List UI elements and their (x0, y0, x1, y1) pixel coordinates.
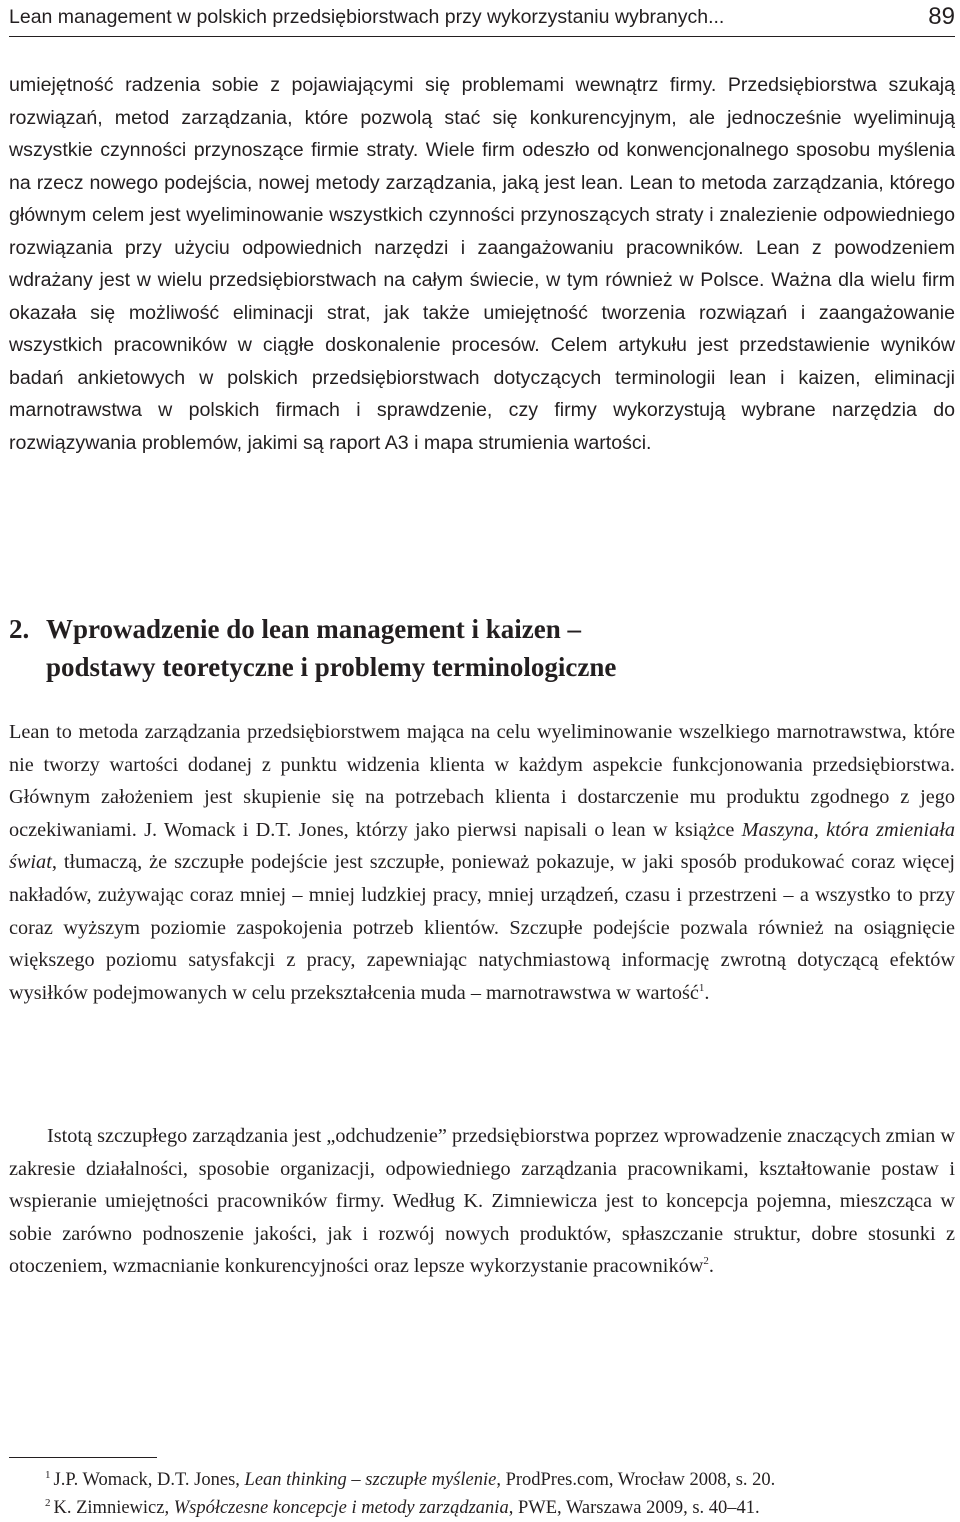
paragraph-lean-definition (9, 716, 955, 1009)
footnote-ref-2[interactable]: 2 (703, 1255, 709, 1268)
footnotes (45, 1466, 955, 1522)
section-number: 2. (9, 614, 30, 644)
section-title-line1: Wprowadzenie do lean management i kaizen – (46, 614, 581, 644)
paragraph-end: . (704, 981, 710, 1004)
intro-paragraph: umiejętność radzenia sobie z pojawiającymi się problemami wewnątrz firmy. Przedsiębiorstwa szukają rozwiązań, metod zarządzania, które pozwolą stać się konkurencyjnym, ale jednocześnie wyeliminują wszystkie czynności przynoszące firmie straty. Wiele firm odeszło od konwencjonalnego sposobu myślenia na rzecz nowego podejścia, nowej metody zarządzania, jaką jest lean. Lean to metoda zarządzania, którego głównym celem jest wyeliminowanie wszystkich czynności przynoszących straty i znalezienie odpowiedniego rozwiązania przy użyciu odpowiednich narzędzi i zaangażowaniu pracowników. Lean z powodzeniem wdrażany jest w wielu przedsiębiorstwach na całym świecie, w tym również w Polsce. Ważna dla wielu firm okazała się możliwość eliminacji strat, jak także umiejętność tworzenia rozwiązań i zaangażowanie wszystkich pracowników w ciągłe doskonalenie procesów. Celem artykułu jest przedstawienie wyników badań ankietowych w polskich przedsiębiorstwach dotyczących terminologii lean i kaizen, eliminacji marnotrawstwa w polskich firmach i sprawdzenie, czy firmy wykorzystują wybrane narzędzia do rozwiązywania problemów, jakimi są raport A3 i mapa strumienia wartości. (9, 74, 955, 454)
running-title: Lean management w polskich przedsiębiorstwach przy wykorzystaniu wybranych... (9, 6, 725, 28)
footnote-text: J.P. Womack, D.T. Jones, (53, 1470, 245, 1490)
footnote-text: K. Zimniewicz, (53, 1498, 174, 1518)
section-heading (9, 610, 955, 686)
footnote-text: , ProdPres.com, Wrocław 2008, s. 20. (496, 1470, 776, 1490)
footnote-text: , PWE, Warszawa 2009, s. 40–41. (508, 1498, 760, 1518)
paragraph-end: . (708, 1255, 714, 1278)
footnote-ref-1[interactable]: 1 (698, 981, 705, 994)
footnote-1 (45, 1466, 955, 1494)
footnote-title: Lean thinking – szczupłe myślenie (244, 1470, 497, 1490)
paragraph-text: , tłumaczą, że szczupłe podejście jest szczupłe, ponieważ pokazuje, w jaki sposób produkować coraz więcej nakładów, zużywając coraz mniej – mniej ludzkiej pracy, mniej urządzeń, czasu i przestrzeni – a wszystko to przy coraz wyższym poziomie zaspokojenia potrzeb klientów. Szczupłe podejście pozwala również na osiągnięcie większego poziomu satysfakcji z pracy, zapewniając natychmiastową informację zwrotną dotyczącą efektów wysiłków podejmowanych w celu przekształcenia muda – marnotrawstwa w wartość (9, 851, 955, 1004)
page-number: 89 (928, 3, 955, 30)
footnote-divider (9, 1457, 157, 1458)
footnote-title: Współczesne koncepcje i metody zarządzania (173, 1498, 509, 1518)
footnote-2 (45, 1494, 955, 1522)
footnote-mark: 1 (45, 1469, 51, 1481)
section-title-line2: podstawy teoretyczne i problemy terminologiczne (46, 652, 617, 682)
paragraph-lean-essence (9, 1120, 955, 1283)
running-header (9, 2, 955, 37)
book-title: Maszyna, która zmieniała świat (9, 818, 955, 874)
footnote-mark: 2 (45, 1497, 51, 1509)
paragraph-text: Istotą szczupłego zarządzania jest „odchudzenie” przedsiębiorstwa poprzez wprowadzenie znaczących zmian w zakresie działalności, sposobie organizacji, odpowiedniego zarządzania pracownikami, kształtowanie postaw i wspieranie umiejętności pracowników firmy. Według K. Zimniewicza jest to koncepcja pojemna, mieszcząca w sobie zarówno podnoszenie jakości, jak i rozwój nowych produktów, spłaszczanie struktur, dobre stosunki z otoczeniem, wzmacnianie konkurencyjności oraz lepsze wykorzystanie pracowników (9, 1125, 955, 1278)
paragraph-text: Lean to metoda zarządzania przedsiębiorstwem mająca na celu wyeliminowanie wszelkiego marnotrawstwa, które nie tworzy wartości dodanej z punktu widzenia klienta w każdym aspekcie funkcjonowania przedsiębiorstwa. Głównym założeniem jest skupienie się na potrzebach klienta i dostarczenie mu produktu zgodnego z jego oczekiwaniami. J. Womack i D.T. Jones, którzy jako pierwsi napisali o lean w książce (9, 721, 955, 841)
